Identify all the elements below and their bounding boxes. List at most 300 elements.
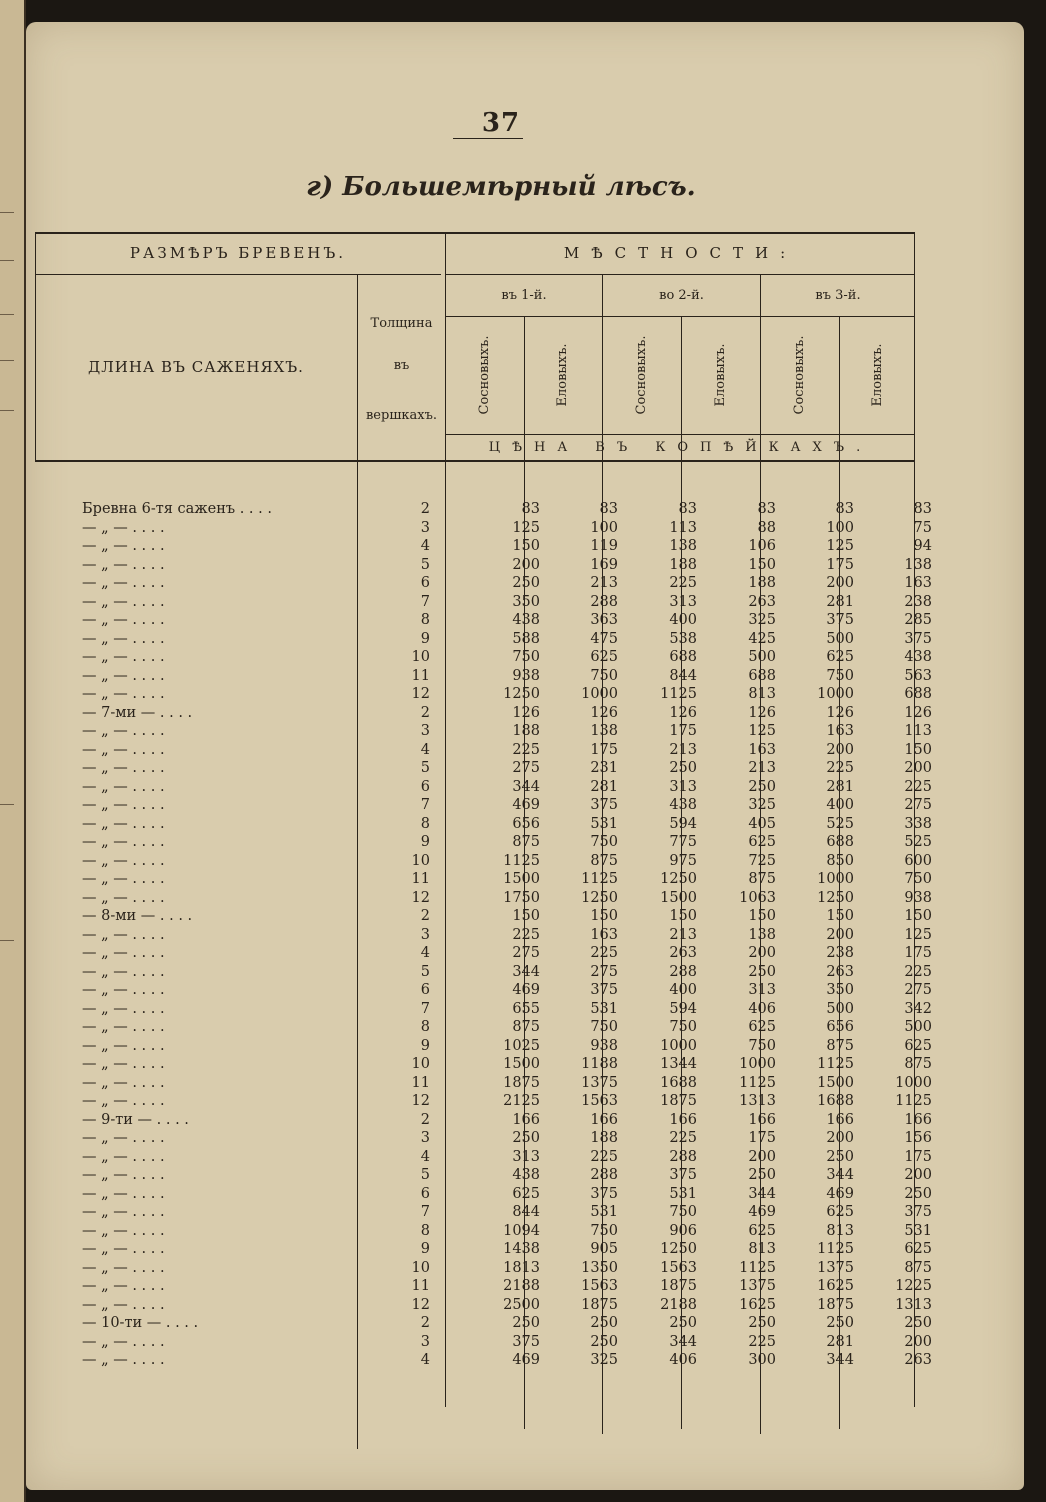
price-cell: 406 — [748, 1000, 776, 1017]
price-cell: 531 — [590, 1204, 618, 1220]
price-cell: 175 — [826, 556, 854, 573]
price-cell: 275 — [904, 982, 932, 998]
length-cell: — „ — . . . . — [82, 741, 165, 758]
price-cell: 126 — [904, 704, 932, 721]
length-cell: — „ — . . . . — [82, 575, 165, 591]
thickness-cell: 2 — [420, 908, 430, 924]
price-cell: 844 — [512, 1204, 540, 1220]
price-cell: 406 — [669, 1352, 697, 1368]
price-cell: 1188 — [581, 1056, 618, 1072]
previous-page-edge — [0, 0, 26, 1502]
price-cell: 1125 — [739, 1259, 776, 1276]
thickness-cell: 4 — [420, 1148, 430, 1165]
thickness-cell: 8 — [420, 1019, 430, 1035]
price-cell: 1688 — [660, 1074, 697, 1091]
price-cell: 225 — [904, 963, 932, 980]
price-cell: 875 — [512, 834, 540, 850]
price-cell: 275 — [512, 760, 540, 776]
price-cell: 1563 — [581, 1278, 618, 1294]
price-cell: 344 — [826, 1352, 854, 1368]
price-cell: 750 — [748, 1037, 776, 1054]
price-cell: 325 — [590, 1352, 618, 1368]
thickness-cell: 11 — [411, 871, 430, 887]
price-cell: 263 — [826, 963, 854, 980]
price-cell: 288 — [669, 1148, 697, 1165]
price-cell: 126 — [748, 704, 776, 721]
price-cell: 350 — [512, 593, 540, 610]
price-cell: 1375 — [817, 1259, 854, 1276]
price-cell: 469 — [748, 1204, 776, 1220]
price-cell: 313 — [669, 593, 697, 610]
price-cell: 83 — [757, 501, 776, 517]
price-cell: 225 — [904, 778, 932, 795]
price-cell: 1125 — [739, 1074, 776, 1091]
price-cell: 688 — [904, 686, 932, 702]
price-cell: 850 — [826, 852, 854, 869]
thickness-cell: 6 — [420, 982, 430, 998]
price-cell: 126 — [669, 704, 697, 721]
price-cell: 750 — [826, 667, 854, 684]
thickness-cell: 3 — [420, 519, 430, 536]
price-cell: 225 — [512, 926, 540, 943]
price-cell: 100 — [590, 519, 618, 536]
length-cell: — „ — . . . . — [82, 834, 165, 850]
page-title: г) Большемѣрный лѣсъ. — [306, 172, 696, 202]
price-cell: 375 — [590, 1185, 618, 1202]
price-cell: 213 — [590, 575, 618, 591]
price-cell: 83 — [678, 501, 697, 517]
price-cell: 1000 — [817, 686, 854, 702]
price-cell: 1875 — [660, 1278, 697, 1294]
price-cell: 875 — [590, 852, 618, 869]
price-cell: 655 — [512, 1000, 540, 1017]
price-cell: 188 — [669, 556, 697, 573]
price-cell: 531 — [669, 1185, 697, 1202]
length-cell: — „ — . . . . — [82, 538, 165, 554]
price-cell: 150 — [904, 908, 932, 924]
price-cell: 750 — [669, 1019, 697, 1035]
price-cell: 844 — [669, 667, 697, 684]
price-cell: 288 — [669, 963, 697, 980]
price-cell: 1344 — [660, 1056, 697, 1072]
price-cell: 138 — [904, 556, 932, 573]
thickness-cell: 10 — [411, 1056, 430, 1072]
price-cell: 1125 — [660, 686, 697, 702]
price-cell: 150 — [512, 538, 540, 554]
price-cell: 375 — [904, 630, 932, 647]
price-cell: 975 — [669, 852, 697, 869]
thickness-cell: 3 — [420, 1130, 430, 1146]
thickness-cell: 4 — [420, 741, 430, 758]
length-cell: — „ — . . . . — [82, 945, 165, 961]
price-cell: 150 — [590, 908, 618, 924]
price-cell: 213 — [669, 926, 697, 943]
thickness-cell: 12 — [411, 1093, 430, 1109]
length-cell: — „ — . . . . — [82, 1167, 165, 1183]
length-cell: — „ — . . . . — [82, 1241, 165, 1257]
price-cell: 594 — [669, 1000, 697, 1017]
length-cell: — „ — . . . . — [82, 612, 165, 628]
price-cell: 238 — [826, 945, 854, 961]
price-cell: 1500 — [660, 889, 697, 906]
price-cell: 83 — [835, 501, 854, 517]
price-cell: 138 — [669, 538, 697, 554]
price-cell: 905 — [590, 1241, 618, 1257]
length-cell: — „ — . . . . — [82, 815, 165, 832]
price-cell: 656 — [512, 815, 540, 832]
price-cell: 625 — [748, 1019, 776, 1035]
price-cell: 813 — [748, 686, 776, 702]
price-cell: 1000 — [895, 1074, 932, 1091]
price-cell: 250 — [669, 1315, 697, 1331]
price-cell: 126 — [826, 704, 854, 721]
length-cell: — „ — . . . . — [82, 852, 165, 869]
price-cell: 83 — [521, 501, 540, 517]
price-cell: 500 — [748, 649, 776, 665]
price-cell: 938 — [904, 889, 932, 906]
price-cell: 588 — [512, 630, 540, 647]
price-cell: 375 — [590, 797, 618, 813]
price-cell: 281 — [590, 778, 618, 795]
thickness-cell: 7 — [420, 797, 430, 813]
price-cell: 625 — [904, 1037, 932, 1054]
thickness-cell: 7 — [420, 593, 430, 610]
price-cell: 166 — [826, 1111, 854, 1128]
price-cell: 250 — [669, 760, 697, 776]
price-cell: 200 — [826, 1130, 854, 1146]
thickness-cell: 7 — [420, 1204, 430, 1220]
price-cell: 594 — [669, 815, 697, 832]
price-cell: 200 — [904, 760, 932, 776]
thickness-cell: 12 — [411, 686, 430, 702]
price-cell: 175 — [590, 741, 618, 758]
price-cell: 113 — [904, 723, 932, 739]
price-cell: 1000 — [581, 686, 618, 702]
price-cell: 563 — [904, 667, 932, 684]
price-cell: 250 — [512, 575, 540, 591]
price-cell: 166 — [590, 1111, 618, 1128]
price-cell: 313 — [512, 1148, 540, 1165]
price-cell: 106 — [748, 538, 776, 554]
thickness-cell: 6 — [420, 1185, 430, 1202]
price-cell: 1438 — [503, 1241, 540, 1257]
thickness-cell: 12 — [411, 1296, 430, 1313]
price-cell: 1375 — [739, 1278, 776, 1294]
price-cell: 600 — [904, 852, 932, 869]
price-header: ЦѢНА ВЪ КОПѢЙКАХЪ. — [488, 440, 873, 455]
price-cell: 125 — [904, 926, 932, 943]
price-cell: 200 — [512, 556, 540, 573]
price-cell: 275 — [590, 963, 618, 980]
price-cell: 200 — [826, 741, 854, 758]
price-cell: 469 — [512, 982, 540, 998]
spruce-header-1: Еловыхъ. — [555, 343, 570, 407]
length-cell: — „ — . . . . — [82, 1185, 165, 1202]
page-number: 37 — [481, 108, 521, 138]
thickness-cell: 4 — [420, 945, 430, 961]
price-cell: 1000 — [660, 1037, 697, 1054]
price-cell: 1500 — [817, 1074, 854, 1091]
length-cell: — „ — . . . . — [82, 871, 165, 887]
price-cell: 285 — [904, 612, 932, 628]
price-cell: 1025 — [503, 1037, 540, 1054]
price-cell: 1250 — [581, 889, 618, 906]
price-cell: 225 — [669, 575, 697, 591]
price-cell: 1250 — [503, 686, 540, 702]
length-cell: Бревна 6-тя саженъ . . . . — [82, 501, 272, 517]
price-cell: 200 — [748, 945, 776, 961]
pine-header-1: Сосновыхъ. — [477, 335, 492, 415]
thickness-cell: 10 — [411, 852, 430, 869]
price-cell: 1500 — [503, 1056, 540, 1072]
price-cell: 175 — [904, 1148, 932, 1165]
price-cell: 200 — [904, 1333, 932, 1350]
thickness-cell: 5 — [420, 760, 430, 776]
price-cell: 344 — [826, 1167, 854, 1183]
length-cell: — „ — . . . . — [82, 1000, 165, 1017]
price-cell: 1225 — [895, 1278, 932, 1294]
price-cell: 250 — [826, 1315, 854, 1331]
length-cell: — 7-ми — . . . . — [82, 704, 193, 721]
price-cell: 150 — [512, 908, 540, 924]
length-cell: — „ — . . . . — [82, 630, 165, 647]
price-cell: 113 — [669, 519, 697, 536]
length-cell: — 9-ти — . . . . — [82, 1111, 189, 1128]
length-cell: — „ — . . . . — [82, 1333, 165, 1350]
price-cell: 175 — [669, 723, 697, 739]
price-cell: 125 — [512, 519, 540, 536]
price-cell: 313 — [669, 778, 697, 795]
price-cell: 750 — [590, 834, 618, 850]
price-cell: 775 — [669, 834, 697, 850]
price-cell: 2125 — [503, 1093, 540, 1109]
thickness-cell: 8 — [420, 1222, 430, 1239]
price-cell: 1000 — [739, 1056, 776, 1072]
price-cell: 263 — [748, 593, 776, 610]
price-cell: 750 — [904, 871, 932, 887]
price-cell: 1125 — [817, 1056, 854, 1072]
thickness-cell: 3 — [420, 1333, 430, 1350]
price-cell: 200 — [904, 1167, 932, 1183]
price-cell: 250 — [748, 1315, 776, 1331]
thickness-cell: 11 — [411, 1074, 430, 1091]
price-cell: 750 — [590, 1019, 618, 1035]
price-cell: 163 — [590, 926, 618, 943]
length-cell: — „ — . . . . — [82, 649, 165, 665]
thickness-cell: 8 — [420, 612, 430, 628]
price-cell: 225 — [590, 945, 618, 961]
price-cell: 275 — [512, 945, 540, 961]
price-cell: 1563 — [660, 1259, 697, 1276]
price-cell: 625 — [512, 1185, 540, 1202]
price-cell: 400 — [669, 612, 697, 628]
price-cell: 250 — [904, 1185, 932, 1202]
price-cell: 126 — [590, 704, 618, 721]
thickness-cell: 5 — [420, 963, 430, 980]
price-cell: 188 — [748, 575, 776, 591]
price-cell: 175 — [748, 1130, 776, 1146]
price-cell: 750 — [590, 1222, 618, 1239]
price-cell: 125 — [826, 538, 854, 554]
price-cell: 263 — [904, 1352, 932, 1368]
price-cell: 500 — [904, 1019, 932, 1035]
price-cell: 531 — [590, 1000, 618, 1017]
price-cell: 166 — [904, 1111, 932, 1128]
length-cell: — „ — . . . . — [82, 556, 165, 573]
locality-2-header: во 2-й. — [659, 288, 704, 303]
price-cell: 400 — [669, 982, 697, 998]
price-cell: 150 — [904, 741, 932, 758]
price-table — [26, 22, 1024, 1490]
price-cell: 200 — [826, 926, 854, 943]
price-cell: 344 — [669, 1333, 697, 1350]
price-cell: 281 — [826, 778, 854, 795]
price-cell: 275 — [904, 797, 932, 813]
price-cell: 1625 — [739, 1296, 776, 1313]
thickness-header-1: Толщина — [370, 316, 433, 331]
length-cell: — „ — . . . . — [82, 1130, 165, 1146]
length-cell: — „ — . . . . — [82, 982, 165, 998]
price-cell: 1750 — [503, 889, 540, 906]
locality-3-header: въ 3-й. — [815, 288, 861, 303]
thickness-cell: 12 — [411, 889, 430, 906]
price-cell: 250 — [826, 1148, 854, 1165]
price-cell: 150 — [669, 908, 697, 924]
price-cell: 375 — [512, 1333, 540, 1350]
price-cell: 1375 — [581, 1074, 618, 1091]
price-cell: 625 — [826, 649, 854, 665]
price-cell: 538 — [669, 630, 697, 647]
price-cell: 250 — [590, 1333, 618, 1350]
price-cell: 625 — [904, 1241, 932, 1257]
price-cell: 1875 — [817, 1296, 854, 1313]
price-cell: 1125 — [817, 1241, 854, 1257]
price-cell: 2188 — [660, 1296, 697, 1313]
length-cell: — „ — . . . . — [82, 1259, 165, 1276]
price-cell: 150 — [748, 556, 776, 573]
length-cell: — 10-ти — . . . . — [82, 1315, 199, 1331]
price-cell: 438 — [512, 1167, 540, 1183]
price-cell: 238 — [904, 593, 932, 610]
length-cell: — „ — . . . . — [82, 1204, 165, 1220]
price-cell: 500 — [826, 1000, 854, 1017]
thickness-cell: 10 — [411, 649, 430, 665]
price-cell: 1625 — [817, 1278, 854, 1294]
length-cell: — „ — . . . . — [82, 593, 165, 610]
price-cell: 342 — [904, 1000, 932, 1017]
price-cell: 94 — [913, 538, 932, 554]
price-cell: 906 — [669, 1222, 697, 1239]
price-cell: 469 — [826, 1185, 854, 1202]
thickness-cell: 11 — [411, 667, 430, 684]
price-cell: 231 — [590, 760, 618, 776]
price-cell: 875 — [826, 1037, 854, 1054]
price-cell: 363 — [590, 612, 618, 628]
price-cell: 300 — [748, 1352, 776, 1368]
thickness-cell: 2 — [420, 1315, 430, 1331]
price-cell: 688 — [748, 667, 776, 684]
price-cell: 344 — [748, 1185, 776, 1202]
thickness-header-2: въ — [393, 358, 410, 373]
price-cell: 375 — [904, 1204, 932, 1220]
price-cell: 281 — [826, 1333, 854, 1350]
price-cell: 213 — [669, 741, 697, 758]
length-cell: — „ — . . . . — [82, 1037, 165, 1054]
pine-header-3: Сосновыхъ. — [792, 335, 807, 415]
price-cell: 625 — [748, 1222, 776, 1239]
price-cell: 1688 — [817, 1093, 854, 1109]
price-cell: 1563 — [581, 1093, 618, 1109]
price-cell: 938 — [590, 1037, 618, 1054]
thickness-cell: 2 — [420, 704, 430, 721]
thickness-cell: 4 — [420, 538, 430, 554]
price-cell: 725 — [748, 852, 776, 869]
price-cell: 166 — [748, 1111, 776, 1128]
price-cell: 250 — [748, 1167, 776, 1183]
locality-1-header: въ 1-й. — [501, 288, 547, 303]
price-cell: 750 — [669, 1204, 697, 1220]
thickness-cell: 9 — [420, 1241, 430, 1257]
length-cell: — „ — . . . . — [82, 963, 165, 980]
price-cell: 405 — [748, 815, 776, 832]
pine-header-2: Сосновыхъ. — [634, 335, 649, 415]
price-cell: 225 — [669, 1130, 697, 1146]
price-cell: 625 — [748, 834, 776, 850]
price-cell: 250 — [748, 778, 776, 795]
price-cell: 169 — [590, 556, 618, 573]
thickness-cell: 6 — [420, 575, 430, 591]
price-cell: 150 — [826, 908, 854, 924]
length-cell: — „ — . . . . — [82, 686, 165, 702]
price-cell: 625 — [590, 649, 618, 665]
length-cell: — „ — . . . . — [82, 723, 165, 739]
price-cell: 688 — [826, 834, 854, 850]
thickness-cell: 8 — [420, 815, 430, 832]
price-cell: 225 — [512, 741, 540, 758]
thickness-header-3: вершкахъ. — [365, 408, 438, 423]
price-cell: 225 — [590, 1148, 618, 1165]
price-cell: 288 — [590, 593, 618, 610]
thickness-cell: 4 — [420, 1352, 430, 1368]
price-cell: 1350 — [581, 1259, 618, 1276]
price-cell: 250 — [904, 1315, 932, 1331]
price-cell: 344 — [512, 963, 540, 980]
spruce-header-3: Еловыхъ. — [870, 343, 885, 407]
price-cell: 813 — [826, 1222, 854, 1239]
price-cell: 1063 — [739, 889, 776, 906]
price-cell: 188 — [590, 1130, 618, 1146]
length-cell: — „ — . . . . — [82, 1148, 165, 1165]
price-cell: 325 — [748, 612, 776, 628]
price-cell: 100 — [826, 519, 854, 536]
price-cell: 938 — [512, 667, 540, 684]
price-cell: 813 — [748, 1241, 776, 1257]
price-cell: 525 — [904, 834, 932, 850]
price-cell: 1125 — [503, 852, 540, 869]
price-cell: 2188 — [503, 1278, 540, 1294]
price-cell: 875 — [904, 1056, 932, 1072]
price-cell: 375 — [590, 982, 618, 998]
price-cell: 750 — [590, 667, 618, 684]
length-cell: — „ — . . . . — [82, 760, 165, 776]
thickness-cell: 6 — [420, 778, 430, 795]
price-cell: 688 — [669, 649, 697, 665]
price-cell: 1000 — [817, 871, 854, 887]
price-cell: 200 — [826, 575, 854, 591]
price-cell: 469 — [512, 1352, 540, 1368]
price-cell: 1250 — [660, 1241, 697, 1257]
price-cell: 213 — [748, 760, 776, 776]
